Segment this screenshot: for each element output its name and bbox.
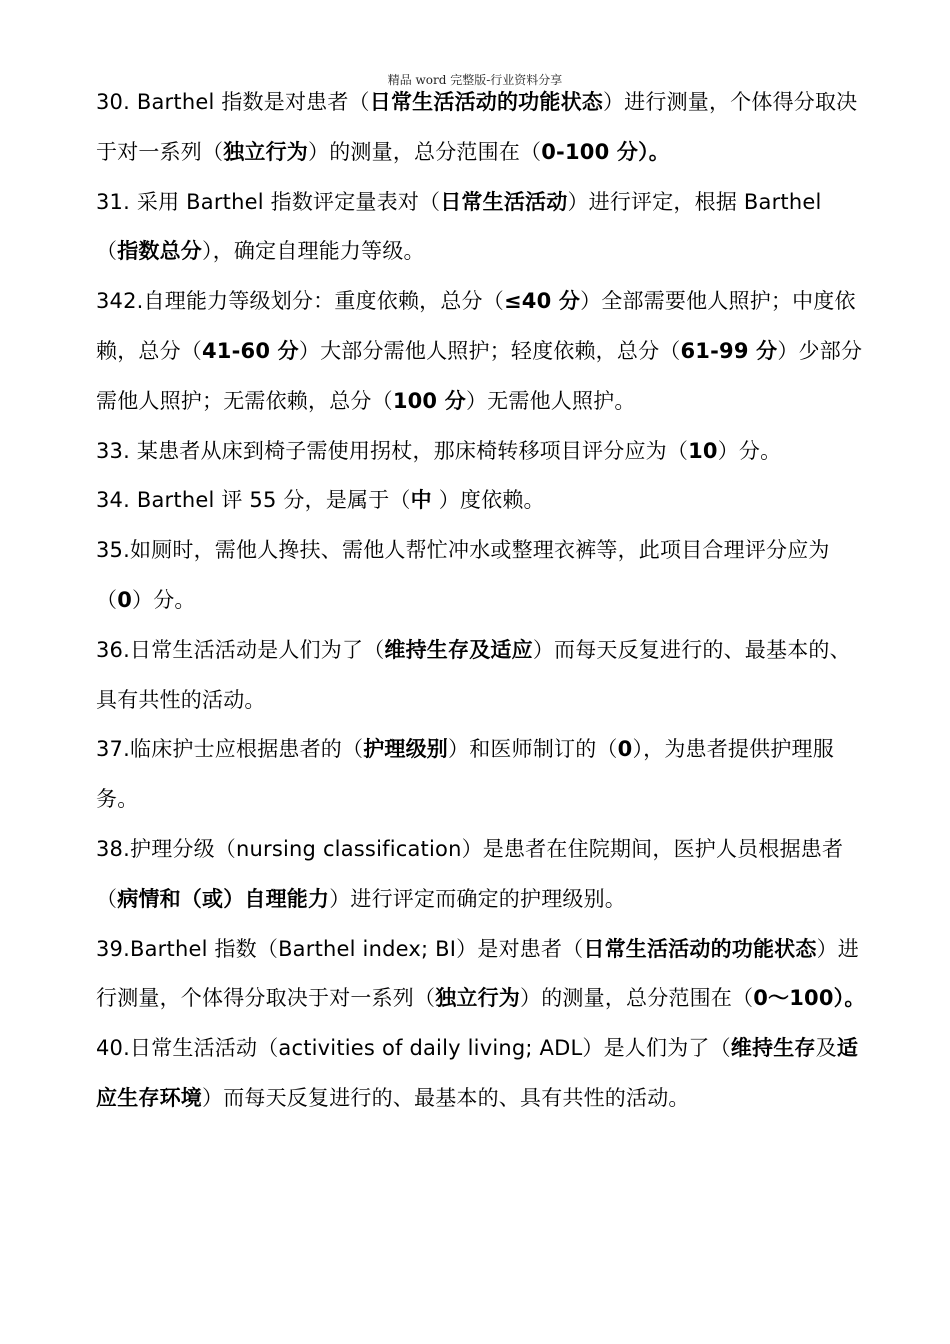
question-text: ）进行评定，根据 Barthel （ xyxy=(96,189,822,264)
question-35 xyxy=(96,526,866,626)
question-text: ）无需他人照护。 xyxy=(465,388,636,413)
question-39 xyxy=(96,925,866,1025)
question-34 xyxy=(96,476,866,526)
question-text: ）而每天反复进行的、最基本的、具有共性的活动。 xyxy=(202,1085,690,1110)
answer-text: 100 分 xyxy=(392,388,466,413)
question-text: 及 xyxy=(815,1036,837,1061)
question-text: ）少部分需他人照护；无需依赖，总分（ xyxy=(96,338,863,413)
question-text: ）和医师制订的（ xyxy=(448,737,618,762)
answer-text: 维持生存 xyxy=(730,1036,816,1061)
answer-text: 独立行为 xyxy=(223,139,309,164)
question-text: 39.Barthel 指数（Barthel index; BI）是对患者（ xyxy=(96,936,584,961)
question-text: ）分。 xyxy=(132,587,196,612)
answer-text: 0 xyxy=(617,737,633,762)
answer-text: 0-100 分）。 xyxy=(541,139,670,164)
question-text: 30. Barthel 指数是对患者（ xyxy=(96,90,370,114)
question-text: ）进行评定而确定的护理级别。 xyxy=(329,886,627,911)
question-text: 31. 采用 Barthel 指数评定量表对（ xyxy=(96,189,441,214)
question-text: ）进行测量，个体得分取决于对一系列（ xyxy=(96,936,859,1011)
question-36 xyxy=(96,626,866,726)
answer-text: 护理级别 xyxy=(363,737,449,762)
question-text: 38.护理分级（nursing classification）是患者在住院期间，医护人员根据患者（ xyxy=(96,836,844,911)
answer-text: 日常生活活动的功能状态 xyxy=(369,90,603,114)
question-37 xyxy=(96,725,866,825)
question-40 xyxy=(96,1024,866,1124)
answer-text: 指数总分 xyxy=(117,239,203,264)
answer-text: 0～100）。 xyxy=(753,986,866,1011)
question-38 xyxy=(96,825,866,925)
question-text: ）的测量，总分范围在（ xyxy=(308,139,542,164)
question-list xyxy=(96,78,866,1124)
question-342 xyxy=(96,277,866,426)
question-text: ）而每天反复进行的、最基本的、具有共性的活动。 xyxy=(96,637,851,712)
question-33 xyxy=(96,427,866,477)
question-text: 342.自理能力等级划分：重度依赖，总分（ xyxy=(96,289,504,314)
question-text: ），为患者提供护理服务。 xyxy=(96,737,834,812)
question-text: 33. 某患者从床到椅子需使用拐杖，那床椅转移项目评分应为（ xyxy=(96,438,689,463)
question-text: 34. Barthel 评 55 分，是属于（ xyxy=(96,488,411,513)
answer-text: 日常生活活动 xyxy=(440,189,568,214)
answer-text: ≤40 分 xyxy=(503,289,581,314)
answer-text: 10 xyxy=(688,438,718,463)
question-text: ）全部需要他人照护；中度依赖，总分（ xyxy=(96,289,856,363)
answer-text: 病情和（或）自理能力 xyxy=(117,886,330,911)
question-text: ）进行测量，个体得分取决于对一系列（ xyxy=(96,90,858,164)
question-text: ）分。 xyxy=(717,438,782,463)
question-text: 40.日常生活活动（activities of daily living; ADL）是人们为了（ xyxy=(96,1036,731,1061)
question-text: ），确定自理能力等级。 xyxy=(202,239,425,264)
answer-text: 中 xyxy=(410,488,432,513)
question-text: ）大部分需他人照护；轻度依赖，总分（ xyxy=(298,338,681,363)
answer-text: 0 xyxy=(117,587,133,612)
question-text: ）的测量，总分范围在（ xyxy=(520,986,754,1011)
question-30 xyxy=(96,78,866,178)
question-text: 36.日常生活活动是人们为了（ xyxy=(96,637,385,662)
answer-text: 41-60 分 xyxy=(202,338,299,363)
answer-text: 适应生存环境 xyxy=(96,1036,859,1110)
question-text: ）度依赖。 xyxy=(431,488,545,513)
page-header: 精品 word 完整版-行业资料分享 xyxy=(387,73,563,87)
answer-text: 独立行为 xyxy=(435,986,521,1011)
answer-text: 61-99 分 xyxy=(680,338,778,363)
answer-text: 维持生存及适应 xyxy=(384,637,533,662)
question-text: 35.如厕时，需他人搀扶、需他人帮忙冲水或整理衣裤等，此项目合理评分应为（ xyxy=(96,538,830,612)
question-31 xyxy=(96,178,866,278)
answer-text: 日常生活活动的功能状态 xyxy=(583,936,817,961)
question-text: 37.临床护士应根据患者的（ xyxy=(96,737,364,762)
